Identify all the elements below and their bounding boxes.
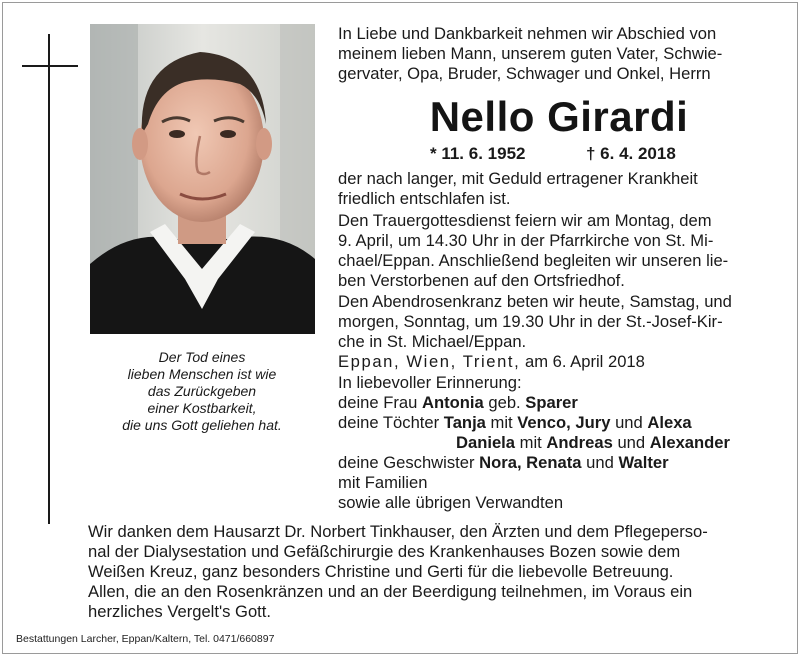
quote-line: das Zurückgeben bbox=[147, 383, 257, 399]
notice-date: am 6. April 2018 bbox=[524, 352, 645, 371]
funeral-line: chael/Eppan. Anschließend begleiten wir unseren lie- bbox=[338, 251, 729, 270]
memory-label-block bbox=[338, 373, 780, 393]
rosary-text bbox=[338, 292, 780, 352]
intro-text bbox=[338, 24, 780, 84]
portrait-photo bbox=[90, 24, 315, 334]
family-daughter-1 bbox=[338, 413, 780, 433]
grandchild-name: Alexander bbox=[649, 433, 730, 452]
sibling-name: Walter bbox=[618, 453, 669, 472]
thanks-line: Wir danken dem Hausarzt Dr. Norbert Tinkhauser, den Ärzten und dem Pflegeperso- bbox=[88, 522, 708, 541]
funeral-home-footer: Bestattungen Larcher, Eppan/Kaltern, Tel. 0471/660897 bbox=[16, 633, 275, 645]
place-names: Eppan, Wien, Trient, bbox=[338, 352, 521, 371]
intro-line: meinem lieben Mann, unserem guten Vater, Schwie- bbox=[338, 44, 723, 63]
quote-line: lieben Menschen ist wie bbox=[127, 366, 277, 382]
quote-line: die uns Gott geliehen hat. bbox=[122, 417, 282, 433]
and-word: und bbox=[615, 413, 643, 432]
rosary-line: che in St. Michael/Eppan. bbox=[338, 332, 527, 351]
rosary-line: morgen, Sonntag, um 19.30 Uhr in der St.-Josef-Kir- bbox=[338, 312, 723, 331]
passing-line: friedlich entschlafen ist. bbox=[338, 189, 511, 208]
thanks-text bbox=[88, 522, 780, 622]
family-relatives: sowie alle übrigen Verwandten bbox=[338, 493, 564, 512]
partner-name: Andreas bbox=[546, 433, 613, 452]
thanks-line: herzliches Vergelt's Gott. bbox=[88, 602, 272, 621]
cross-vertical-bar bbox=[48, 34, 50, 524]
rosary-line: Den Abendrosenkranz beten wir heute, Samstag, und bbox=[338, 292, 732, 311]
quote-line: einer Kostbarkeit, bbox=[147, 400, 257, 416]
deceased-name: Nello Girardi bbox=[429, 93, 689, 140]
wife-name: Antonia bbox=[421, 393, 484, 412]
daughter-name: Daniela bbox=[456, 433, 516, 452]
siblings-prefix: deine Geschwister bbox=[338, 453, 475, 472]
death-date: † 6. 4. 2018 bbox=[586, 144, 676, 163]
memory-label: In liebevoller Erinnerung: bbox=[338, 373, 522, 392]
and-word: und bbox=[617, 433, 646, 452]
funeral-line: 9. April, um 14.30 Uhr in der Pfarrkirche von St. Mi- bbox=[338, 231, 714, 250]
cross-horizontal-bar bbox=[22, 65, 78, 67]
family-families: mit Familien bbox=[338, 473, 428, 492]
with-word: mit bbox=[519, 433, 542, 452]
passing-line: der nach langer, mit Geduld ertragener Krankheit bbox=[338, 169, 698, 188]
memorial-quote bbox=[88, 349, 316, 434]
quote-line: Der Tod eines bbox=[158, 349, 246, 365]
birth-date: * 11. 6. 1952 bbox=[430, 144, 526, 163]
wife-maiden-name: Sparer bbox=[525, 393, 578, 412]
partner-names: Venco, Jury bbox=[517, 413, 611, 432]
family-list bbox=[338, 393, 780, 513]
intro-line: gervater, Opa, Bruder, Schwager und Onkel, Herrn bbox=[338, 64, 711, 83]
sibling-names: Nora, Renata bbox=[479, 453, 582, 472]
daughter-name: Tanja bbox=[443, 413, 486, 432]
thanks-line: Weißen Kreuz, ganz besonders Christine und Gerti für die liebevolle Betreuung. bbox=[88, 562, 674, 581]
wife-nee: geb. bbox=[488, 393, 521, 412]
family-wife bbox=[338, 393, 780, 413]
funeral-text bbox=[338, 211, 780, 291]
portrait-illustration bbox=[90, 24, 315, 334]
place-date bbox=[338, 352, 780, 372]
funeral-line: ben Verstorbenen auf den Ortsfriedhof. bbox=[338, 271, 625, 290]
funeral-line: Den Trauergottesdienst feiern wir am Montag, dem bbox=[338, 211, 712, 230]
family-daughter-2 bbox=[338, 433, 780, 453]
family-siblings bbox=[338, 453, 780, 473]
thanks-line: Allen, die an den Rosenkränzen und an der Beerdigung teilnehmen, im Voraus ein bbox=[88, 582, 693, 601]
with-word: mit bbox=[490, 413, 513, 432]
intro-line: In Liebe und Dankbarkeit nehmen wir Abschied von bbox=[338, 24, 717, 43]
and-word: und bbox=[586, 453, 614, 472]
wife-prefix: deine Frau bbox=[338, 393, 418, 412]
thanks-line: nal der Dialysestation und Gefäßchirurgie des Krankenhauses Bozen sowie dem bbox=[88, 542, 681, 561]
grandchild-name: Alexa bbox=[647, 413, 692, 432]
passing-text bbox=[338, 169, 780, 209]
daughters-prefix: deine Töchter bbox=[338, 413, 440, 432]
